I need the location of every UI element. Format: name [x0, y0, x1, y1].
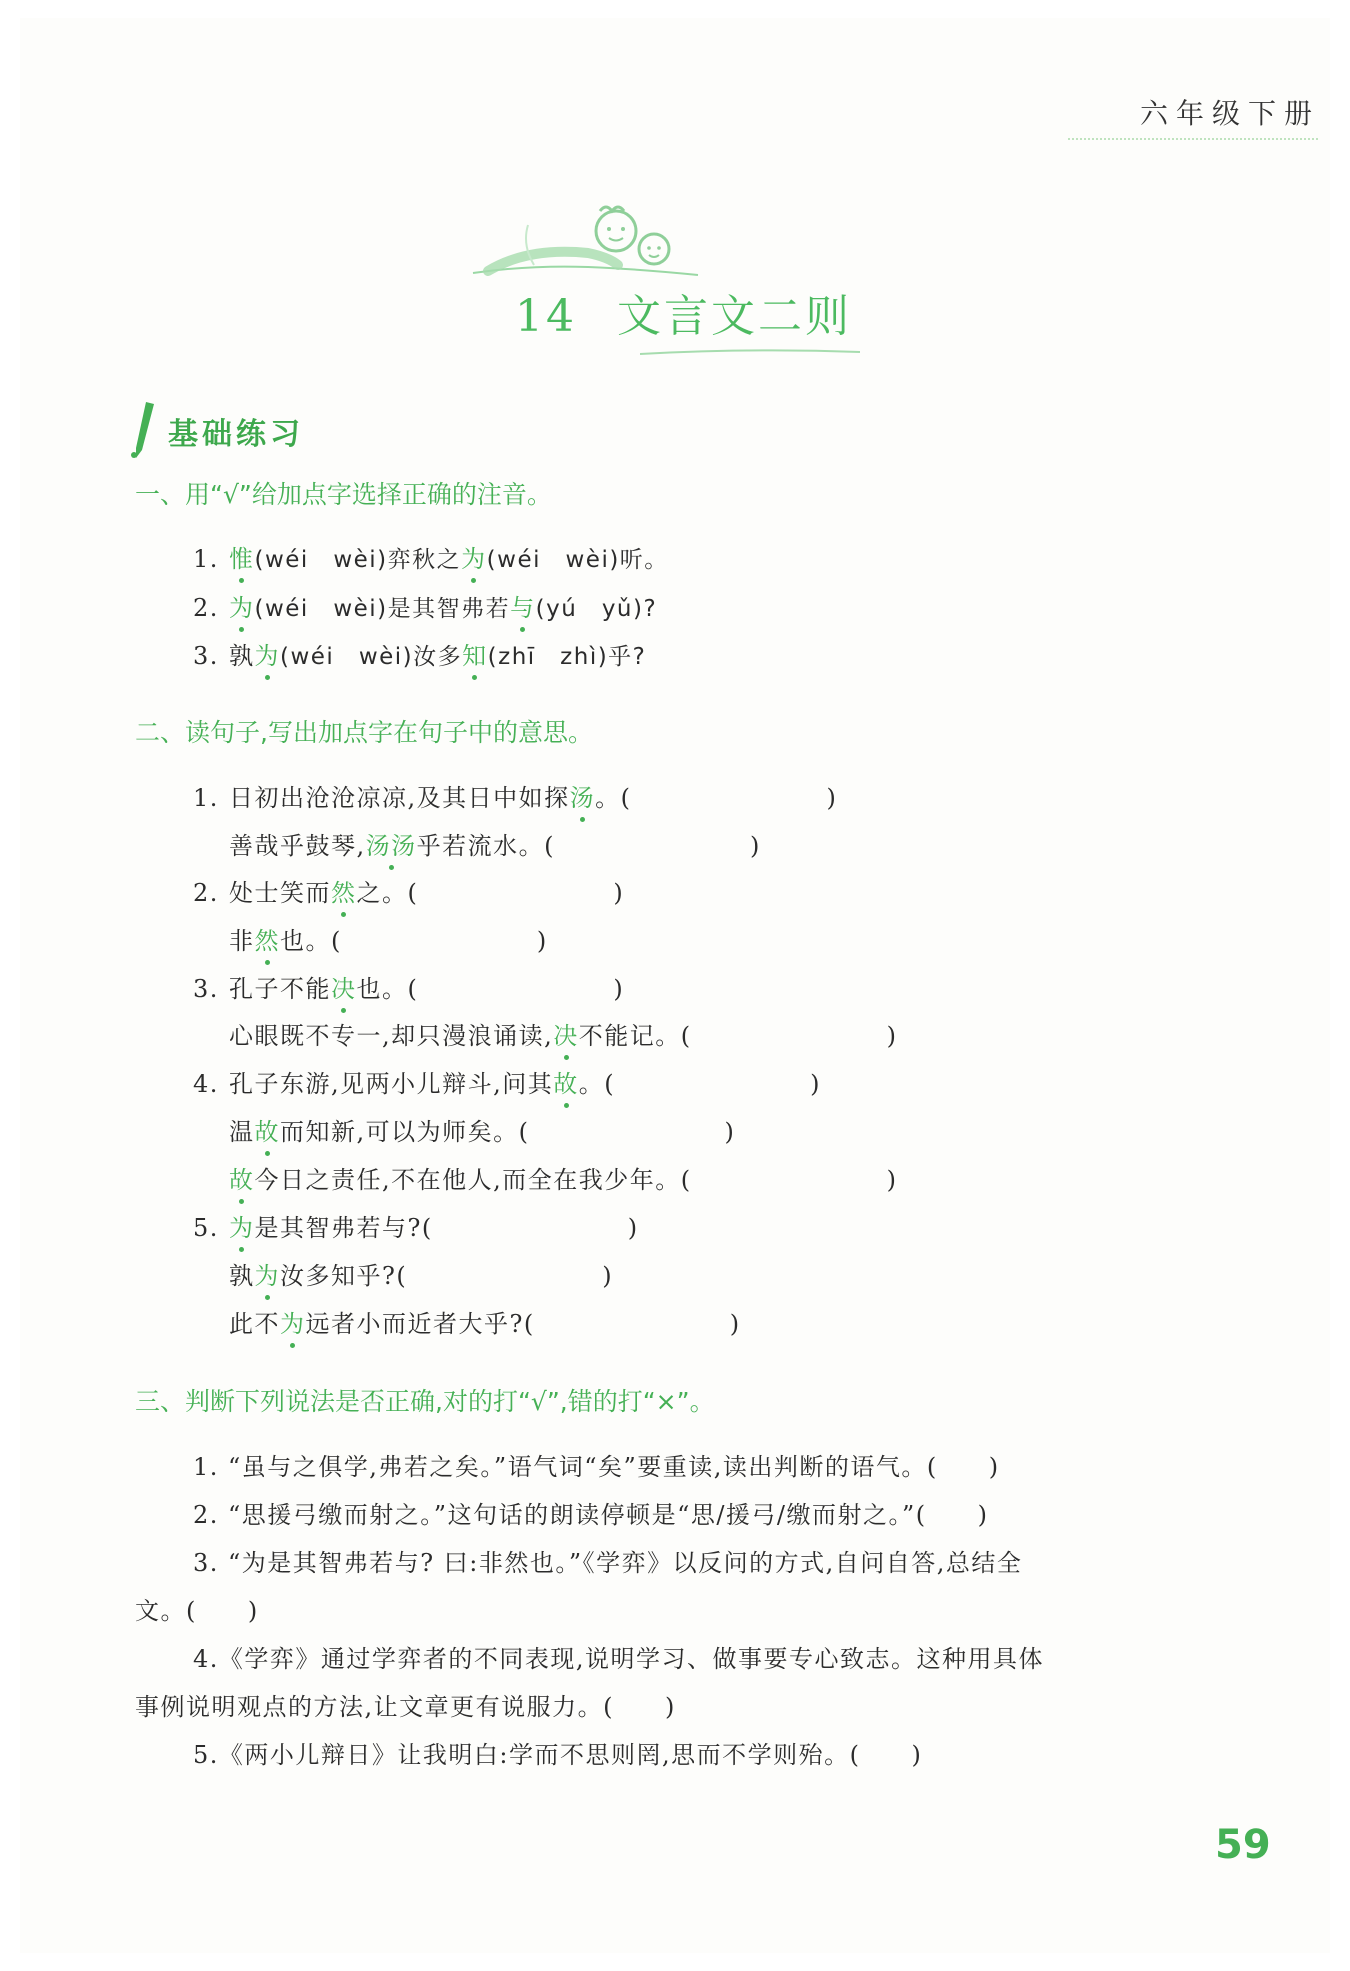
q3-line: 2. “思援弓缴而射之。”这句话的朗读停顿是“思/援弓/缴而射之。”( ) [193, 1501, 989, 1529]
lesson-name: 文言文二则 [617, 291, 852, 342]
item-number: 5. [193, 1214, 219, 1242]
q1-item [193, 543, 669, 576]
q3-line: 5.《两小儿辩日》让我明白:学而不思则罔,思而不学则殆。( ) [193, 1741, 923, 1769]
sentence-text: 孔子不能 [229, 975, 331, 1003]
sentence-text: 温 [229, 1118, 255, 1146]
close-paren: ) [886, 1022, 898, 1050]
sentence-text: 处士笑而 [229, 879, 331, 907]
dotted-character: 然 [331, 879, 357, 907]
item-number: 4. [193, 1070, 219, 1098]
pinyin-choices: (wéi wèi)汝多 [280, 644, 463, 670]
close-paren: ) [826, 784, 838, 812]
close-paren: ) [886, 1166, 898, 1194]
sentence-text: 非 [229, 927, 255, 955]
close-paren: ) [729, 1310, 741, 1338]
close-paren: ) [613, 975, 625, 1003]
sentence-text: 之。( [356, 879, 419, 907]
q2-line [193, 1308, 741, 1340]
section-label: 基础练习 [168, 417, 304, 452]
pinyin-choices: (wéi wèi)是其智弗若 [254, 596, 511, 622]
q2-line [193, 1164, 898, 1196]
sentence-text: 汝多知乎?( [280, 1262, 408, 1290]
sentence-text: 日初出沧沧凉凉,及其日中如探 [229, 784, 570, 812]
children-lying-illustration [468, 195, 708, 285]
item-text: 孰 [229, 642, 255, 670]
section-heading [128, 400, 304, 462]
dotted-character: 为 [229, 594, 255, 622]
item-number: 3. [193, 975, 219, 1003]
sentence-text: 心眼既不专一,却只漫浪诵读, [229, 1022, 554, 1050]
dotted-character: 汤汤 [365, 832, 417, 860]
item-number: 3. [193, 642, 219, 670]
close-paren: ) [627, 1214, 639, 1242]
pinyin-choices: (zhī zhì)乎? [487, 644, 647, 670]
dotted-character: 为 [229, 1214, 255, 1242]
q2-line [193, 1212, 639, 1244]
item-number: 2. [193, 594, 219, 622]
sentence-text: 也。( [356, 975, 419, 1003]
lesson-title [515, 280, 852, 344]
dotted-character: 决 [331, 975, 357, 1003]
sentence-text: 此不 [229, 1310, 280, 1338]
dotted-character: 决 [553, 1022, 579, 1050]
page-number: 59 [1215, 1822, 1271, 1868]
grade-label: 六年级下册 [1139, 97, 1320, 130]
dotted-character: 知 [462, 642, 488, 670]
dotted-character: 故 [553, 1070, 579, 1098]
sentence-text: 。( [578, 1070, 616, 1098]
dotted-character: 故 [229, 1166, 255, 1194]
sentence-text: 善哉乎鼓琴, [229, 832, 366, 860]
q2-line [193, 877, 624, 909]
dotted-character: 惟 [229, 545, 255, 573]
q2-line [193, 1116, 735, 1148]
sentence-text: 不能记。( [578, 1022, 692, 1050]
sentence-text: 远者小而近者大乎?( [305, 1310, 535, 1338]
lesson-number: 14 [515, 291, 577, 342]
q1-item [193, 592, 657, 625]
question-2-heading: 二、读句子,写出加点字在句子中的意思。 [135, 718, 593, 747]
close-paren: ) [536, 927, 548, 955]
question-1-heading: 一、用“√”给加点字选择正确的注音。 [135, 480, 552, 509]
close-paren: ) [810, 1070, 822, 1098]
sentence-text: 孰 [229, 1262, 255, 1290]
q3-line: 文。( ) [135, 1597, 259, 1625]
pinyin-choices: (wéi wèi)弈秋之 [254, 547, 462, 573]
pen-icon [128, 400, 160, 462]
sentence-text: 今日之责任,不在他人,而全在我少年。( [254, 1166, 692, 1194]
title-underline [640, 348, 860, 358]
dotted-character: 与 [510, 594, 536, 622]
q2-line [193, 925, 548, 957]
q2-line [193, 830, 761, 862]
q3-line: 1. “虽与之俱学,弗若之矣。”语气词“矣”要重读,读出判断的语气。( ) [193, 1453, 1000, 1481]
q2-line [193, 973, 624, 1005]
sentence-text: 乎若流水。( [416, 832, 556, 860]
q2-line [193, 782, 837, 814]
sentence-text: 孔子东游,见两小儿辩斗,问其 [229, 1070, 554, 1098]
sentence-text: 而知新,可以为师矣。( [280, 1118, 530, 1146]
q3-line: 事例说明观点的方法,让文章更有说服力。( ) [135, 1693, 676, 1721]
pinyin-choices: (yú yǔ)? [535, 596, 658, 622]
dotted-character: 为 [254, 642, 280, 670]
pinyin-choices: (wéi wèi)听。 [486, 547, 669, 573]
close-paren: ) [602, 1262, 614, 1290]
dotted-character: 为 [254, 1262, 280, 1290]
dotted-character: 为 [280, 1310, 306, 1338]
dotted-character: 为 [461, 545, 487, 573]
q2-line [193, 1020, 898, 1052]
q3-line: 3. “为是其智弗若与? 曰:非然也。”《学弈》以反问的方式,自问自答,总结全 [193, 1549, 1023, 1577]
dotted-character: 然 [254, 927, 280, 955]
q3-line: 4.《学弈》通过学弈者的不同表现,说明学习、做事要专心致志。这种用具体 [193, 1645, 1045, 1673]
sentence-text: 也。( [280, 927, 342, 955]
q1-item [193, 640, 646, 673]
item-number: 1. [193, 545, 219, 573]
sentence-text: 。( [595, 784, 632, 812]
item-number: 1. [193, 784, 219, 812]
dotted-character: 故 [254, 1118, 280, 1146]
close-paren: ) [613, 879, 625, 907]
sentence-text: 是其智弗若与?( [254, 1214, 433, 1242]
question-3-heading: 三、判断下列说法是否正确,对的打“√”,错的打“×”。 [135, 1387, 715, 1416]
q2-line [193, 1068, 821, 1100]
item-number: 2. [193, 879, 219, 907]
close-paren: ) [750, 832, 761, 860]
close-paren: ) [724, 1118, 736, 1146]
dotted-character: 汤 [569, 784, 596, 812]
q2-line [193, 1260, 613, 1292]
